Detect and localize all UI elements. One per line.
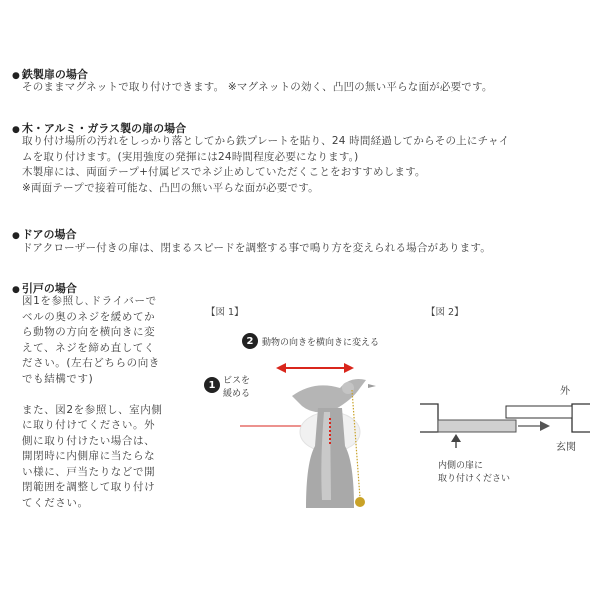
section-text-line: ベルの奥のネジを緩めてか	[22, 310, 156, 323]
bird-icon	[292, 379, 376, 412]
pull-ball-icon	[355, 497, 365, 507]
section-text-line: 取り付け場所の汚れをしっかり落としてから鉄プレートを貼り、24 時間経過してからその上にチャイ	[22, 135, 510, 147]
step1-text-line: 緩める	[223, 389, 251, 399]
step-number-badge: 1	[204, 377, 220, 393]
double-arrow-icon	[276, 363, 354, 373]
bullet-icon: ●	[12, 231, 20, 241]
section-text-line: ※両面テープで接着可能な、凸凹の無い平らな面が必要です。	[22, 181, 319, 194]
figure2-note	[438, 460, 510, 486]
arrow-up-icon	[451, 434, 461, 448]
note-line: 取り付けください	[438, 474, 511, 484]
section-body-wood-door	[22, 134, 509, 196]
section-text-line: ださい。(左右どちらの向き	[22, 357, 160, 369]
section-text-line: 開閉時に内側扉に当たらな	[22, 450, 156, 462]
outer-door-icon	[506, 406, 572, 418]
step1-text-line: ビスを	[223, 376, 251, 386]
bullet-icon: ●	[12, 285, 20, 295]
arrow-right-icon	[518, 421, 550, 431]
figure2-label: 【図 2】	[426, 307, 464, 318]
heading-text: ドアの場合	[21, 228, 77, 241]
heading-text: 鉄製扉の場合	[21, 68, 88, 81]
section-body-sliding-door	[22, 294, 162, 511]
section-text-line: 閉範囲を調整して取り付け	[22, 481, 156, 493]
section-text-spacer	[22, 387, 162, 403]
entrance-label: 玄関	[556, 442, 576, 453]
step-number-badge: 2	[242, 333, 258, 349]
section-heading-door	[12, 226, 77, 242]
section-text-line: 木製扉には、両面テープ+付属ビスでネジ止めしていただくことをおすすめします。	[22, 166, 426, 178]
outside-label: 外	[560, 386, 570, 397]
bullet-icon: ●	[12, 125, 20, 135]
heading-text: 木・アルミ・ガラス製の扉の場合	[21, 122, 187, 135]
inner-door-icon	[438, 420, 516, 432]
heading-text: 引戸の場合	[21, 282, 77, 295]
section-text-line: また、図2を参照し、室内側	[22, 403, 163, 416]
section-text-line: い様に、戸当たりなどで開	[22, 465, 156, 478]
section-text-line: てください。	[22, 496, 89, 509]
bullet-icon: ●	[12, 71, 20, 81]
figure1-label: 【図 1】	[206, 307, 244, 318]
section-text-line: ムを取り付けます。(実用強度の発揮には24時間程度必要になります。)	[22, 150, 359, 163]
bird-chime-illustration	[230, 350, 400, 520]
step2-text: 動物の向きを横向きに変える	[262, 337, 380, 348]
note-line: 内側の扉に	[438, 461, 484, 471]
figure1-step2-annotation	[242, 333, 379, 349]
section-text-line: そのままマグネットで取り付けできます。 ※マグネットの効く、凸凹の無い平らな面が必要です。	[22, 81, 493, 93]
section-text-line: に取り付けてください。外	[22, 419, 156, 431]
section-text-line: でも結構です)	[22, 372, 94, 385]
section-text-line: えて、ネジを締め直してく	[22, 341, 155, 354]
section-text-line: ドアクローザー付きの扉は、閉まるスピードを調整する事で鳴り方を変えられる場合があります。	[22, 242, 491, 254]
section-text-line: 側に取り付けたい場合は、	[22, 434, 156, 447]
section-text-line: 図1を参照し､ドライバーで	[22, 295, 157, 307]
section-text-line: ら動物の方向を横向きに変	[22, 326, 156, 338]
